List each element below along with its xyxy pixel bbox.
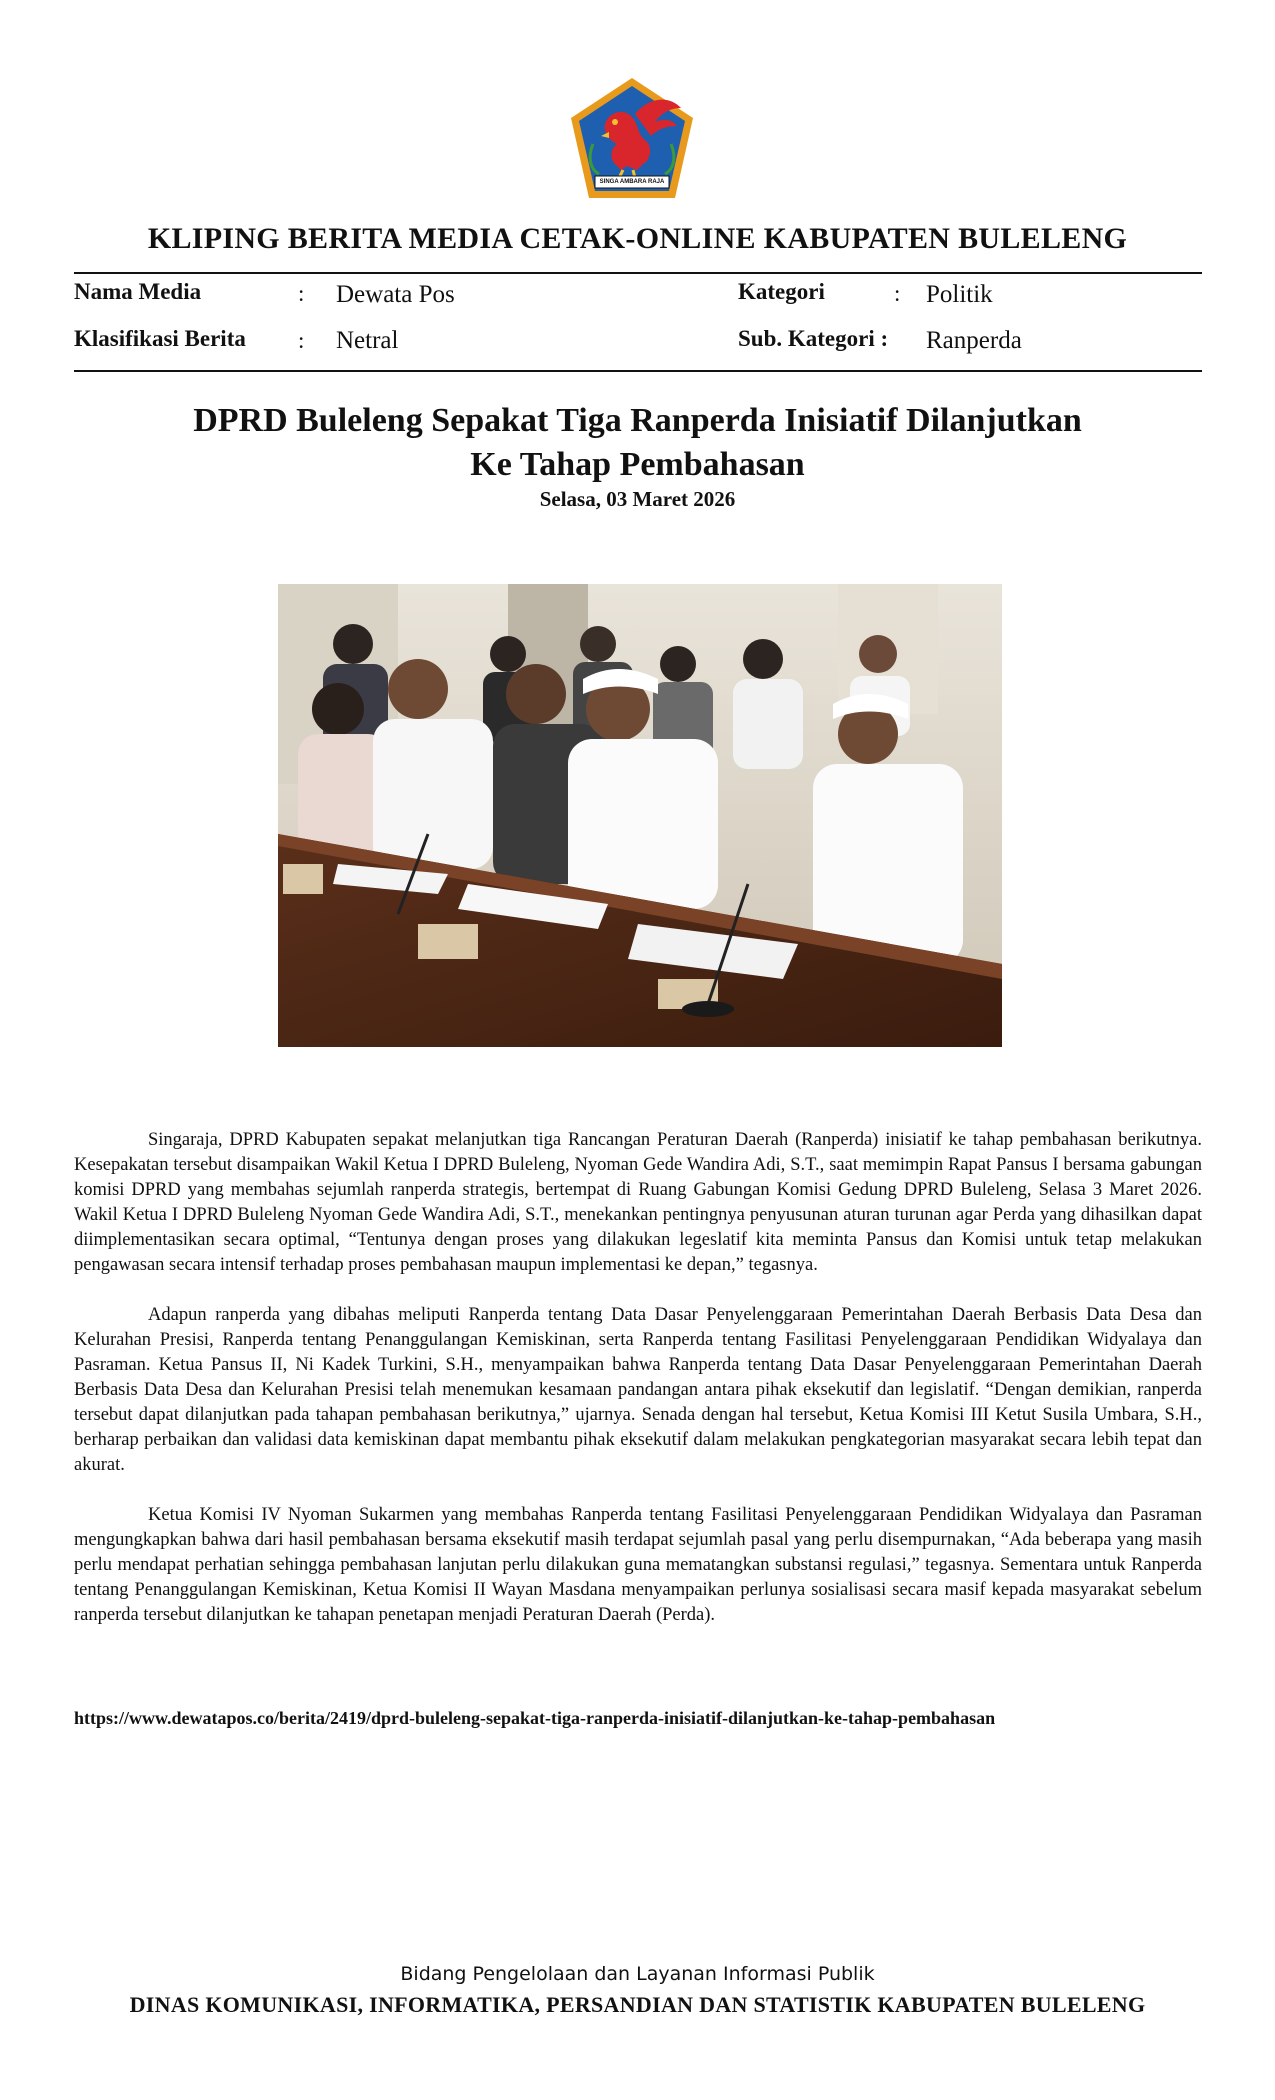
article-paragraph-2: Adapun ranperda yang dibahas meliputi Ranperda tentang Data Dasar Penyelenggaraan Pemerintahan Daerah Berbasis Data Desa dan Kelurahan Presisi, Ranperda tentang Penanggulangan Kemiskinan, serta Ranperda tentang Fasilitasi Penyelenggaraan Pendidikan Widyalaya dan Pasraman. Ketua Pansus II, Ni Kadek Turkini, S.H., menyampaikan bahwa Ranperda tentang Data Dasar Penyelenggaraan Pemerintahan Daerah Berbasis Data Desa dan Kelurahan Presisi telah menemukan kesamaan pandangan antara pihak eksekutif dan legislatif. “Dengan demikian, ranperda tersebut dapat dilanjutkan pada tahapan pembahasan berikutnya,” ujarnya. Senada dengan hal tersebut, Ketua Komisi III Ketut Susila Umbara, S.H., berharap perbaikan dan validasi data kemiskinan dapat membantu pihak eksekutif dalam melakukan pengkategorian masyarakat secara lebih tepat dan akurat. xyxy=(74,1305,1202,1475)
kategori-label: Kategori xyxy=(738,279,825,304)
sub-kategori-label: Sub. Kategori : xyxy=(738,326,889,351)
article-date: Selasa, 03 Maret 2026 xyxy=(539,487,736,511)
nama-media-value: Dewata Pos xyxy=(336,281,455,308)
header-title: KLIPING BERITA MEDIA CETAK-ONLINE KABUPATEN BULELENG xyxy=(147,222,1128,255)
meeting-photo xyxy=(278,584,1002,1047)
singa-ambara-raja-logo-icon xyxy=(565,74,699,202)
article-title-line-1: DPRD Buleleng Sepakat Tiga Ranperda Inisiatif Dilanjutkan xyxy=(193,402,1082,439)
article-title-line-2: Ke Tahap Pembahasan xyxy=(470,446,805,483)
article-paragraph-3: Ketua Komisi IV Nyoman Sukarmen yang membahas Ranperda tentang Fasilitasi Penyelenggaraan Pendidikan Widyalaya dan Pasraman mengungkapkan bahwa dari hasil pembahasan bersama eksekutif masih terdapat sejumlah pasal yang perlu disempurnakan, “Ada beberapa yang masih perlu mendapat perhatian sehingga pembahasan lanjutan perlu dilakukan guna mematangkan substansi regulasi,” tegasnya. Sementara untuk Ranperda tentang Penanggulangan Kemiskinan, Ketua Komisi II Wayan Masdana menyampaikan perlunya sosialisasi secara masif kepada masyarakat sebelum ranperda tersebut dilanjutkan ke tahapan penetapan menjadi Peraturan Daerah (Perda). xyxy=(74,1505,1202,1625)
source-url-link[interactable]: https://www.dewatapos.co/berita/2419/dprd-buleleng-sepakat-tiga-ranperda-inisiatif-dilanjutkan-ke-tahap-pembahasan xyxy=(74,1708,996,1728)
klasifikasi-label: Klasifikasi Berita xyxy=(74,326,246,351)
article-title xyxy=(0,399,1275,487)
klasifikasi-colon: : xyxy=(298,328,305,353)
klasifikasi-value: Netral xyxy=(336,327,399,354)
article-paragraph-1: Singaraja, DPRD Kabupaten sepakat melanjutkan tiga Rancangan Peraturan Daerah (Ranperda) inisiatif ke tahap pembahasan berikutnya. Kesepakatan tersebut disampaikan Wakil Ketua I DPRD Buleleng, Nyoman Gede Wandira Adi, S.T., saat memimpin Rapat Pansus I bersama gabungan komisi DPRD yang membahas sejumlah ranperda strategis, bertempat di Ruang Gabungan Komisi Gedung DPRD Buleleng, Selasa 3 Maret 2026. Wakil Ketua I DPRD Buleleng Nyoman Gede Wandira Adi, S.T., menekankan pentingnya penyusunan aturan turunan agar Perda yang dihasilkan dapat diimplementasikan secara optimal, “Tentunya dengan proses yang dilakukan legeslatif kita meminta Pansus dan Komisi untuk tetap melakukan pengawasan secara intensif terhadap proses pembahasan maupun implementasi ke depan,” tegasnya. xyxy=(74,1130,1202,1275)
kategori-value: Politik xyxy=(926,281,993,308)
sub-kategori-value: Ranperda xyxy=(926,327,1022,354)
footer-agency: DINAS KOMUNIKASI, INFORMATIKA, PERSANDIAN DAN STATISTIK KABUPATEN BULELENG xyxy=(129,1992,1146,2017)
meta-divider xyxy=(74,370,1202,372)
nama-media-colon: : xyxy=(298,281,305,306)
footer-division: Bidang Pengelolaan dan Layanan Informasi Publik xyxy=(400,1963,875,1985)
article-body xyxy=(74,1128,1202,1653)
logo-banner-text: SINGA AMBARA RAJA xyxy=(599,179,665,185)
nama-media-label: Nama Media xyxy=(74,279,202,304)
kategori-colon: : xyxy=(894,281,901,306)
header-divider xyxy=(74,272,1202,274)
